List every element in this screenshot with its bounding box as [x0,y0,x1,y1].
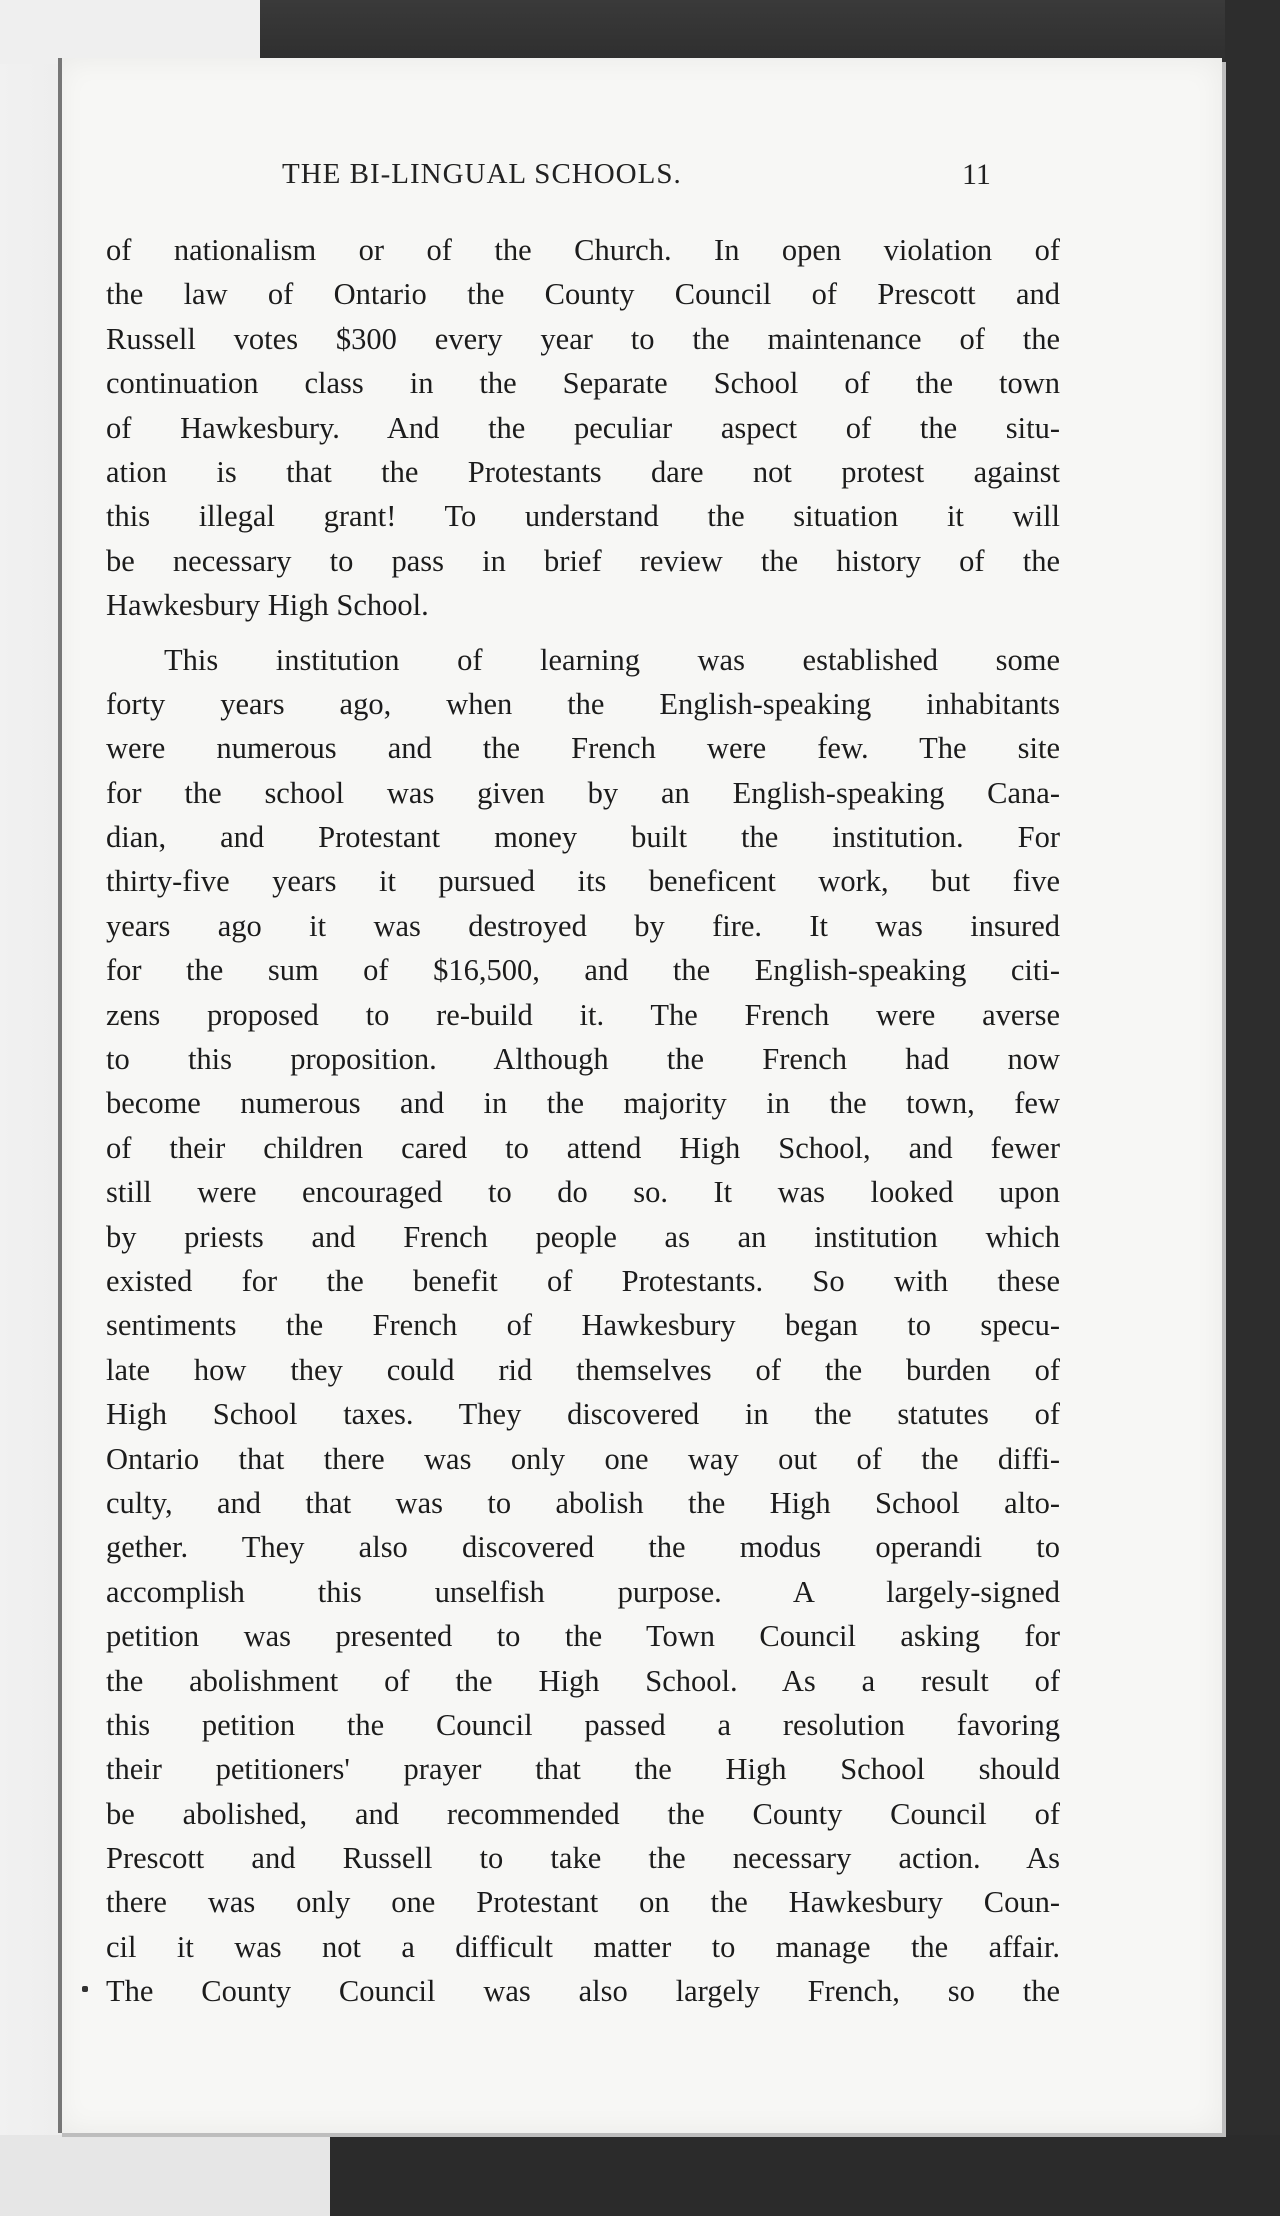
text-line: be necessary to pass in brief review the history of the [106,543,1060,578]
text-line: The County Council was also largely French, so the [106,1974,1060,2009]
text-line: of Hawkesbury. And the peculiar aspect of the situ- [106,410,1060,445]
text-line: become numerous and in the majority in the town, few [106,1086,1060,1121]
text-line: to this proposition. Although the French had now [106,1042,1060,1077]
page-number: 11 [962,158,991,191]
text-line: this petition the Council passed a resolution favoring [106,1707,1060,1742]
text-line: thirty-five years it pursued its beneficent work, but five [106,864,1060,899]
text-line: Hawkesbury High School. [106,588,429,623]
text-line: culty, and that was to abolish the High School alto- [106,1485,1060,1520]
text-line: forty years ago, when the English-speaking inhabitants [106,686,1060,721]
text-line: dian, and Protestant money built the institution. For [106,820,1060,855]
text-line: zens proposed to re-build it. The French were averse [106,997,1060,1032]
text-line: this illegal grant! To understand the situation it will [106,499,1060,534]
text-line: be abolished, and recommended the County Council of [106,1796,1060,1831]
text-line: Prescott and Russell to take the necessary action. As [106,1841,1060,1876]
paragraph-gap [106,628,1060,638]
text-line: sentiments the French of Hawkesbury began to specu- [106,1308,1060,1343]
text-line: accomplish this unselfish purpose. A largely-signed [106,1574,1060,1609]
text-line: for the sum of $16,500, and the English-speaking citi- [106,953,1060,988]
text-line: petition was presented to the Town Council asking for [106,1619,1060,1654]
text-line: continuation class in the Separate School of the town [106,366,1060,401]
scan-speck [82,1986,88,1992]
running-title: THE BI-LINGUAL SCHOOLS. [282,158,682,190]
text-line: Russell votes $300 every year to the maintenance of the [106,321,1060,356]
text-line: for the school was given by an English-speaking Cana- [106,775,1060,810]
text-line: existed for the benefit of Protestants. So with these [106,1263,1060,1298]
text-line: of their children cared to attend High School, and fewer [106,1130,1060,1165]
text-line: late how they could rid themselves of the burden of [106,1352,1060,1387]
text-line: Ontario that there was only one way out of the diffi- [106,1441,1060,1476]
scan-backdrop-bottom-left [0,2135,330,2216]
text-line: still were encouraged to do so. It was looked upon [106,1175,1060,1210]
text-line: This institution of learning was established some [164,642,1060,677]
text-line: years ago it was destroyed by fire. It was insured [106,908,1060,943]
body-text [106,228,1060,2014]
paragraph [106,228,1060,628]
text-line: their petitioners' prayer that the High School should [106,1752,1060,1787]
text-line: High School taxes. They discovered in the statutes of [106,1397,1060,1432]
text-line: were numerous and the French were few. The site [106,731,1060,766]
text-line: of nationalism or of the Church. In open violation of [106,233,1060,267]
text-line: gether. They also discovered the modus operandi to [106,1530,1060,1565]
text-line: the law of Ontario the County Council of Prescott and [106,277,1060,312]
scan-backdrop-top-left [0,0,260,64]
text-line: cil it was not a difficult matter to manage the affair. [106,1929,1060,1964]
scanned-page [58,58,1222,2133]
text-line: there was only one Protestant on the Hawkesbury Coun- [106,1885,1060,1920]
paragraph [106,638,1060,2014]
text-line: the abolishment of the High School. As a result of [106,1663,1060,1698]
text-line: by priests and French people as an institution which [106,1219,1060,1254]
text-line: ation is that the Protestants dare not protest against [106,454,1060,489]
page-edge [58,58,62,2133]
scan-backdrop-right [1225,0,1280,2216]
page-header [58,158,1222,208]
